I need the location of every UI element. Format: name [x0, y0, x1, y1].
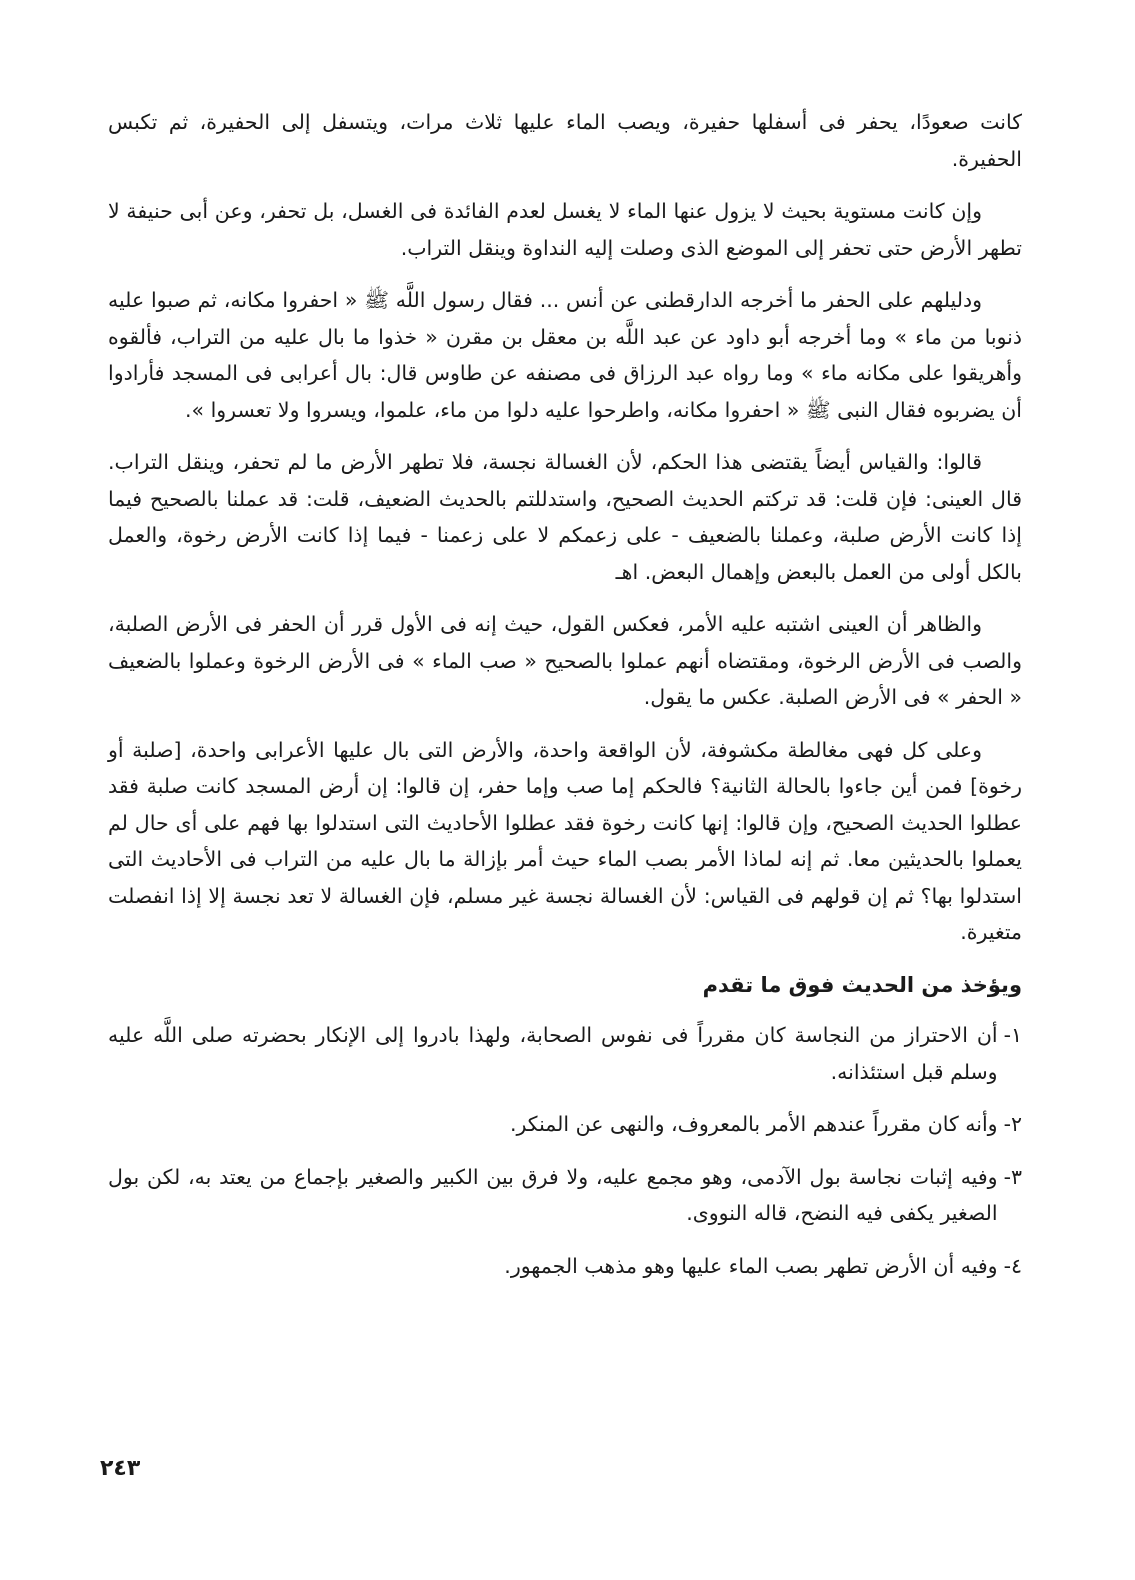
benefits-list [108, 1017, 1022, 1284]
list-number: ١- [1003, 1023, 1022, 1047]
list-item [108, 1017, 1022, 1090]
list-item [108, 1106, 1022, 1143]
page-body [108, 104, 1022, 1300]
list-number: ٢- [1003, 1112, 1022, 1136]
list-text: وفيه إثبات نجاسة بول الآدمى، وهو مجمع عليه، ولا فرق بين الكبير والصغير بإجماع من يعتد به، لكن بول الصغير يكفى فيه النضح، قاله النووى. [108, 1164, 998, 1225]
list-number: ٣- [1003, 1164, 1022, 1189]
paragraph-aini-confusion: والظاهر أن العينى اشتبه عليه الأمر، فعكس القول، حيث إنه فى الأول قرر أن الحفر فى الأرض الصلبة، والصب فى الأرض الرخوة، ومقتضاه أنهم عملوا بالصحيح « صب الماء » فى الأرض الرخوة وعملوا بالضعيف « الحفر » فى الأرض الصلبة. عكس ما يقول. [108, 612, 1022, 709]
page-number: ٢٤٣ [100, 1456, 141, 1481]
list-item [108, 1248, 1022, 1285]
paragraph-flat-ground: وإن كانت مستوية بحيث لا يزول عنها الماء لا يغسل لعدم الفائدة فى الغسل، بل تحفر، وعن أبى حنيفة لا تطهر الأرض حتى تحفر إلى الموضع الذى وصلت إليه النداوة وينقل التراب. [108, 199, 1022, 260]
paragraph-analogy: قالوا: والقياس أيضاً يقتضى هذا الحكم، لأن الغسالة نجسة، فلا تطهر الأرض ما لم تحفر، وينقل التراب. قال العينى: فإن قلت: قد تركتم الحديث الصحيح، واستدللتم بالحديث الضعيف، قلت: قد عملنا بالصحيح فيما إذا كانت الأرض صلبة، وعملنا بالضعيف - على زعمكم لا على زعمنا - فيما إذا كانت الأرض رخوة، والعمل بالكل أولى من العمل بالبعض وإهمال البعض. اهـ [108, 450, 1022, 584]
paragraph-refutation: وعلى كل فهى مغالطة مكشوفة، لأن الواقعة واحدة، والأرض التى بال عليها الأعرابى واحدة، [صلبة أو رخوة] فمن أين جاءوا بالحالة الثانية؟ فالحكم إما صب وإما حفر، إن قالوا: إن أرض المسجد كانت صلبة فقد عطلوا الحديث الصحيح، وإن قالوا: إنها كانت رخوة فقد عطلوا الأحاديث التى استدلوا بها فهم على أى حال لم يعملوا بالحديثين معا. ثم إنه لماذا الأمر بصب الماء حيث أمر بإزالة ما بال عليه من التراب فى الأحاديث التى استدلوا بها؟ ثم إن قولهم فى القياس: لأن الغسالة نجسة غير مسلم، فإن الغسالة لا تعد نجسة إلا إذا انفصلت متغيرة. [108, 737, 1022, 944]
list-number: ٤- [1003, 1253, 1022, 1278]
list-text: وأنه كان مقرراً عندهم الأمر بالمعروف، والنهى عن المنكر. [509, 1112, 998, 1136]
section-heading: ويؤخذ من الحديث فوق ما تقدم [702, 972, 1022, 997]
paragraph-continuation: كانت صعودًا، يحفر فى أسفلها حفيرة، ويصب الماء عليها ثلاث مرات، ويتسفل إلى الحفيرة، ثم تكبس الحفيرة. [108, 110, 1022, 171]
paragraph-digging-evidence: ودليلهم على الحفر ما أخرجه الدارقطنى عن أنس ... فقال رسول اللَّه ﷺ « احفروا مكانه، ثم صبوا عليه ذنوبا من ماء » وما أخرجه أبو داود عن عبد اللَّه بن معقل بن مقرن « خذوا ما بال عليه من التراب، فألقوه وأهريقوا على مكانه ماء » وما رواه عبد الرزاق فى مصنفه عن طاوس قال: بال أعرابى فى المسجد فأرادوا أن يضربوه فقال النبى ﷺ « احفروا مكانه، واطرحوا عليه دلوا من ماء، علموا، ويسروا ولا تعسروا ». [108, 288, 1022, 422]
list-text: أن الاحتراز من النجاسة كان مقرراً فى نفوس الصحابة، ولهذا بادروا إلى الإنكار بحضرته صلى اللَّه عليه وسلم قبل استئذانه. [108, 1023, 998, 1084]
list-item [108, 1159, 1022, 1232]
list-text: وفيه أن الأرض تطهر بصب الماء عليها وهو مذهب الجمهور. [504, 1253, 998, 1278]
